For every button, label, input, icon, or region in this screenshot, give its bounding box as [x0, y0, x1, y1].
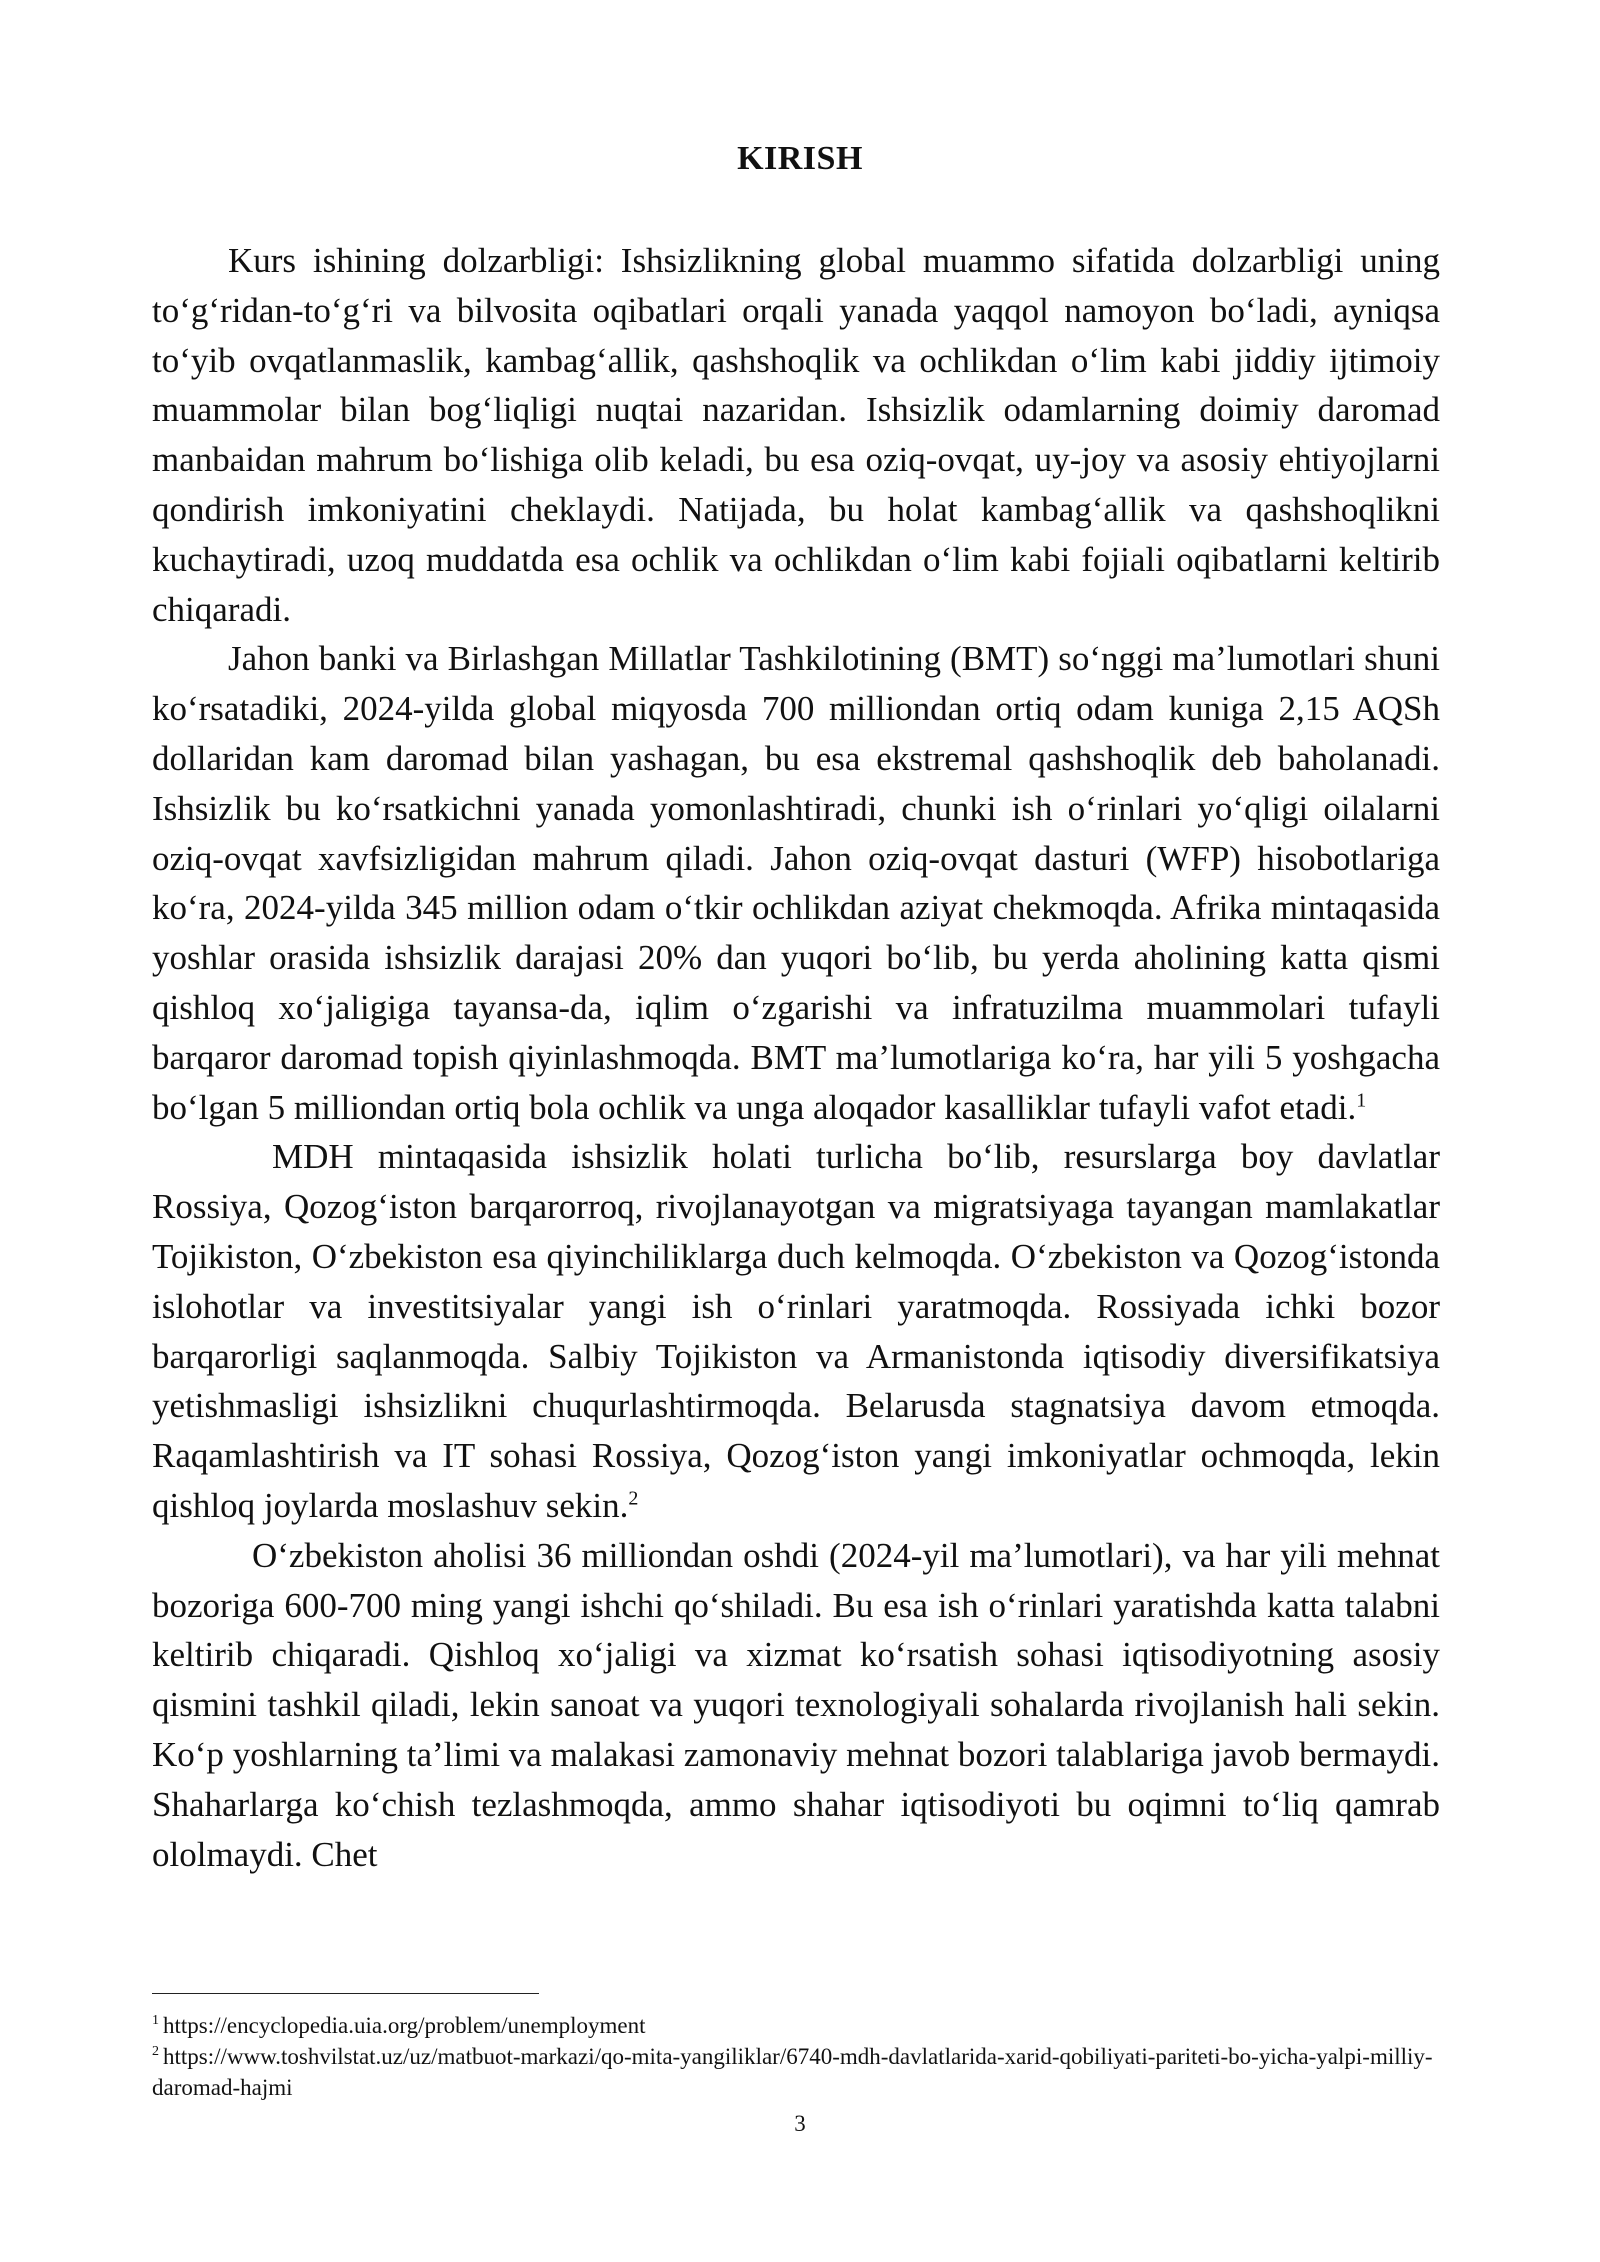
footnote-reference[interactable]: 2 [628, 1487, 639, 1510]
paragraph-uzbekistan [152, 1531, 1440, 1880]
footnote-link[interactable]: https://encyclopedia.uia.org/problem/unemployment [163, 2013, 646, 2038]
footnote-number: 1 [152, 2013, 159, 2029]
body-text [152, 236, 1440, 1879]
page-number: 3 [794, 2111, 806, 2136]
footnote-separator [152, 1993, 539, 1994]
paragraph-text: Kurs ishining dolzarbligi: Ishsizlikning global muammo sifatida dolzarbligi uning to‘g‘ridan-to‘g‘ri va bilvosita oqibatlari orqali yanada yaqqol namoyon bo‘ladi, ayniqsa to‘yib ovqatlanmaslik, kambag‘allik, qashshoqlik va ochlikdan o‘lim kabi jiddiy ijtimoiy muammolar bilan bog‘liqligi nuqtai nazaridan. Ishsizlik odamlarning doimiy daromad manbaidan mahrum bo‘lishiga olib keladi, bu esa oziq-ovqat, uy-joy va asosiy ehtiyojlarni qondirish imkoniyatini cheklaydi. Natijada, bu holat kambag‘allik va qashshoqlikni kuchaytiradi, uzoq muddatda esa ochlik va ochlikdan o‘lim kabi fojiali oqibatlarni keltirib chiqaradi. [152, 241, 1440, 629]
footnotes [152, 2010, 1452, 2103]
paragraph-cis-region [152, 1132, 1440, 1530]
page-title: KIRISH [737, 140, 863, 177]
footnote-item [152, 2041, 1452, 2103]
footnote-number: 2 [152, 2044, 159, 2060]
paragraph-world-bank [152, 634, 1440, 1132]
paragraph-text: Jahon banki va Birlashgan Millatlar Tashkilotining (BMT) so‘nggi ma’lumotlari shuni ko‘rsatadiki, 2024-yilda global miqyosda 700 milliondan ortiq odam kuniga 2,15 AQSh dollaridan kam daromad bilan yashagan, bu esa ekstremal qashshoqlik deb baholanadi. Ishsizlik bu ko‘rsatkichni yanada yomonlashtiradi, chunki ish o‘rinlari yo‘qligi oilalarni oziq-ovqat xavfsizligidan mahrum qiladi. Jahon oziq-ovqat dasturi (WFP) hisobotlariga ko‘ra, 2024-yilda 345 million odam o‘tkir ochlikdan aziyat chekmoqda. Afrika mintaqasida yoshlar orasida ishsizlik darajasi 20% dan yuqori bo‘lib, bu yerda aholining katta qismi qishloq xo‘jaligiga tayansa-da, iqlim o‘zgarishi va infratuzilma muammolari tufayli barqaror daromad topish qiyinlashmoqda. BMT ma’lumotlariga ko‘ra, har yili 5 yoshgacha bo‘lgan 5 milliondan ortiq bola ochlik va unga aloqador kasalliklar tufayli vafot etadi. [152, 639, 1440, 1127]
paragraph-relevance [152, 236, 1440, 634]
paragraph-text: MDH mintaqasida ishsizlik holati turlicha bo‘lib, resurslarga boy davlatlar Rossiya, Qozog‘iston barqarorroq, rivojlanayotgan va migratsiyaga tayangan mamlakatlar Tojikiston, O‘zbekiston esa qiyinchiliklarga duch kelmoqda. O‘zbekiston va Qozog‘istonda islohotlar va investitsiyalar yangi ish o‘rinlari yaratmoqda. Rossiyada ichki bozor barqarorligi saqlanmoqda. Salbiy Tojikiston va Armanistonda iqtisodiy diversifikatsiya yetishmasligi ishsizlikni chuqurlashtirmoqda. Belarusda stagnatsiya davom etmoqda. Raqamlashtirish va IT sohasi Rossiya, Qozog‘iston yangi imkoniyatlar ochmoqda, lekin qishloq joylarda moslashuv sekin. [152, 1137, 1440, 1525]
footnote-link[interactable]: https://www.toshvilstat.uz/uz/matbuot-markazi/qo-mita-yangiliklar/6740-mdh-davlatlarida-xarid-qobiliyati-pariteti-bo-yicha-yalpi-milliy-daromad-hajmi [152, 2044, 1433, 2100]
footnote-item [152, 2010, 1452, 2041]
footnote-reference[interactable]: 1 [1356, 1088, 1367, 1111]
paragraph-text: O‘zbekiston aholisi 36 milliondan oshdi (2024-yil ma’lumotlari), va har yili mehnat bozoriga 600-700 ming yangi ishchi qo‘shiladi. Bu esa ish o‘rinlari yaratishda katta talabni keltirib chiqaradi. Qishloq xo‘jaligi va xizmat ko‘rsatish sohasi iqtisodiyotning asosiy qismini tashkil qiladi, lekin sanoat va yuqori texnologiyali sohalarda rivojlanish hali sekin. Ko‘p yoshlarning ta’limi va malakasi zamonaviy mehnat bozori talablariga javob bermaydi. Shaharlarga ko‘chish tezlashmoqda, ammo shahar iqtisodiyoti bu oqimni to‘liq qamrab ololmaydi. Chet [152, 1535, 1440, 1874]
